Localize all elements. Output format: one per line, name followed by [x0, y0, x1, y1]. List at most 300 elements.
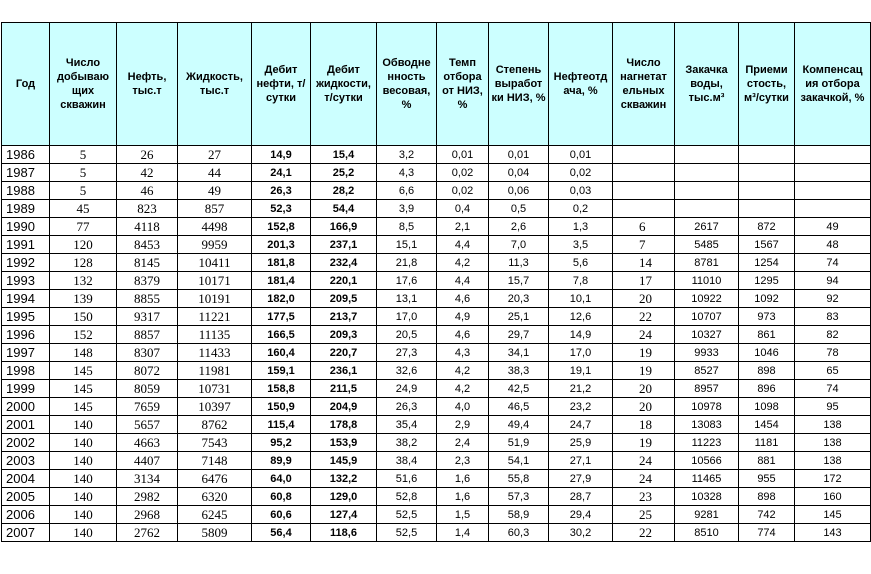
- injectivity-cell: 881: [739, 452, 795, 470]
- producing-wells-cell: 140: [50, 488, 117, 506]
- water-cut-cell: 32,6: [377, 362, 437, 380]
- year-cell: 1987: [2, 164, 50, 182]
- producing-wells-cell: 140: [50, 434, 117, 452]
- recovery-rate-cell: 4,0: [437, 398, 489, 416]
- water-cut-cell: 17,6: [377, 272, 437, 290]
- recovery-factor-cell: 27,9: [549, 470, 613, 488]
- recovery-rate-cell: 2,1: [437, 218, 489, 236]
- recovery-rate-cell: 1,4: [437, 524, 489, 542]
- producing-wells-cell: 45: [50, 200, 117, 218]
- water-injection-cell: [675, 146, 739, 164]
- compensation-cell: 78: [795, 344, 871, 362]
- oil-cell: 7659: [117, 398, 178, 416]
- recovery-factor-cell: 0,01: [549, 146, 613, 164]
- oil-rate-cell: 166,5: [252, 326, 311, 344]
- recovery-rate-cell: 2,4: [437, 434, 489, 452]
- recovery-factor-cell: 14,9: [549, 326, 613, 344]
- liquid-cell: 4498: [178, 218, 252, 236]
- water-cut-cell: 51,6: [377, 470, 437, 488]
- liquid-rate-cell: 15,4: [311, 146, 377, 164]
- liquid-rate-cell: 213,7: [311, 308, 377, 326]
- year-cell: 1998: [2, 362, 50, 380]
- producing-wells-cell: 145: [50, 398, 117, 416]
- water-cut-cell: 38,2: [377, 434, 437, 452]
- injection-wells-cell: 17: [613, 272, 675, 290]
- depletion-cell: 34,1: [489, 344, 549, 362]
- oil-cell: 2982: [117, 488, 178, 506]
- injection-wells-cell: 20: [613, 398, 675, 416]
- oil-rate-cell: 95,2: [252, 434, 311, 452]
- producing-wells-cell: 5: [50, 164, 117, 182]
- producing-wells-cell: 120: [50, 236, 117, 254]
- year-cell: 2004: [2, 470, 50, 488]
- depletion-cell: 11,3: [489, 254, 549, 272]
- liquid-cell: 7148: [178, 452, 252, 470]
- recovery-factor-cell: 0,2: [549, 200, 613, 218]
- water-injection-cell: 9933: [675, 344, 739, 362]
- year-cell: 2003: [2, 452, 50, 470]
- liquid-rate-cell: 25,2: [311, 164, 377, 182]
- recovery-rate-cell: 1,5: [437, 506, 489, 524]
- liquid-rate-cell: 153,9: [311, 434, 377, 452]
- header-recovery-factor: Нефтеотд ача, %: [549, 23, 613, 146]
- depletion-cell: 20,3: [489, 290, 549, 308]
- injectivity-cell: 1092: [739, 290, 795, 308]
- liquid-rate-cell: 166,9: [311, 218, 377, 236]
- injectivity-cell: 1046: [739, 344, 795, 362]
- water-cut-cell: 3,9: [377, 200, 437, 218]
- oil-rate-cell: 150,9: [252, 398, 311, 416]
- water-cut-cell: 38,4: [377, 452, 437, 470]
- recovery-factor-cell: 0,02: [549, 164, 613, 182]
- producing-wells-cell: 5: [50, 182, 117, 200]
- oil-rate-cell: 158,8: [252, 380, 311, 398]
- water-injection-cell: [675, 164, 739, 182]
- recovery-rate-cell: 2,9: [437, 416, 489, 434]
- oil-rate-cell: 177,5: [252, 308, 311, 326]
- table-row: [2, 146, 871, 164]
- liquid-cell: 9959: [178, 236, 252, 254]
- oil-rate-cell: 24,1: [252, 164, 311, 182]
- injectivity-cell: 973: [739, 308, 795, 326]
- liquid-cell: 6476: [178, 470, 252, 488]
- depletion-cell: 55,8: [489, 470, 549, 488]
- water-cut-cell: 20,5: [377, 326, 437, 344]
- depletion-cell: 60,3: [489, 524, 549, 542]
- water-injection-cell: 8957: [675, 380, 739, 398]
- water-injection-cell: 11010: [675, 272, 739, 290]
- recovery-rate-cell: 4,2: [437, 380, 489, 398]
- oil-cell: 8145: [117, 254, 178, 272]
- oil-cell: 4407: [117, 452, 178, 470]
- table-row: [2, 236, 871, 254]
- water-cut-cell: 15,1: [377, 236, 437, 254]
- liquid-cell: 11135: [178, 326, 252, 344]
- oil-rate-cell: 64,0: [252, 470, 311, 488]
- depletion-cell: 25,1: [489, 308, 549, 326]
- injectivity-cell: 742: [739, 506, 795, 524]
- water-cut-cell: 17,0: [377, 308, 437, 326]
- table-row: [2, 200, 871, 218]
- injection-wells-cell: 19: [613, 362, 675, 380]
- injection-wells-cell: [613, 146, 675, 164]
- injection-wells-cell: 19: [613, 344, 675, 362]
- oil-cell: 4118: [117, 218, 178, 236]
- compensation-cell: 138: [795, 434, 871, 452]
- recovery-rate-cell: 4,4: [437, 236, 489, 254]
- injectivity-cell: [739, 200, 795, 218]
- recovery-factor-cell: 17,0: [549, 344, 613, 362]
- injectivity-cell: [739, 164, 795, 182]
- year-cell: 1989: [2, 200, 50, 218]
- liquid-cell: 10731: [178, 380, 252, 398]
- table-row: [2, 452, 871, 470]
- depletion-cell: 49,4: [489, 416, 549, 434]
- recovery-rate-cell: 1,6: [437, 488, 489, 506]
- water-cut-cell: 3,2: [377, 146, 437, 164]
- compensation-cell: 48: [795, 236, 871, 254]
- year-cell: 2002: [2, 434, 50, 452]
- table-row: [2, 254, 871, 272]
- table-row: [2, 218, 871, 236]
- year-cell: 1993: [2, 272, 50, 290]
- depletion-cell: 38,3: [489, 362, 549, 380]
- injectivity-cell: [739, 182, 795, 200]
- liquid-rate-cell: 220,1: [311, 272, 377, 290]
- producing-wells-cell: 140: [50, 524, 117, 542]
- injection-wells-cell: 24: [613, 326, 675, 344]
- water-injection-cell: 13083: [675, 416, 739, 434]
- table-row: [2, 362, 871, 380]
- water-injection-cell: 10327: [675, 326, 739, 344]
- injectivity-cell: 898: [739, 362, 795, 380]
- injection-wells-cell: 22: [613, 524, 675, 542]
- water-injection-cell: [675, 200, 739, 218]
- water-cut-cell: 4,3: [377, 164, 437, 182]
- producing-wells-cell: 5: [50, 146, 117, 164]
- recovery-factor-cell: 23,2: [549, 398, 613, 416]
- injectivity-cell: 1295: [739, 272, 795, 290]
- header-liquid: Жидкость, тыс.т: [178, 23, 252, 146]
- compensation-cell: 83: [795, 308, 871, 326]
- injectivity-cell: 1454: [739, 416, 795, 434]
- recovery-factor-cell: 29,4: [549, 506, 613, 524]
- liquid-rate-cell: 220,7: [311, 344, 377, 362]
- liquid-rate-cell: 118,6: [311, 524, 377, 542]
- compensation-cell: 94: [795, 272, 871, 290]
- liquid-cell: 11981: [178, 362, 252, 380]
- liquid-cell: 6320: [178, 488, 252, 506]
- oil-rate-cell: 181,8: [252, 254, 311, 272]
- water-injection-cell: 10978: [675, 398, 739, 416]
- compensation-cell: 145: [795, 506, 871, 524]
- oil-cell: 8453: [117, 236, 178, 254]
- header-water-injection: Закачка воды, тыс.м³: [675, 23, 739, 146]
- producing-wells-cell: 77: [50, 218, 117, 236]
- compensation-cell: 172: [795, 470, 871, 488]
- depletion-cell: 29,7: [489, 326, 549, 344]
- producing-wells-cell: 145: [50, 362, 117, 380]
- oil-rate-cell: 60,6: [252, 506, 311, 524]
- recovery-rate-cell: 0,02: [437, 164, 489, 182]
- injection-wells-cell: 18: [613, 416, 675, 434]
- year-cell: 2001: [2, 416, 50, 434]
- injection-wells-cell: [613, 164, 675, 182]
- water-injection-cell: 11465: [675, 470, 739, 488]
- water-cut-cell: 8,5: [377, 218, 437, 236]
- table-body: [2, 146, 871, 542]
- header-year: Год: [2, 23, 50, 146]
- recovery-factor-cell: 10,1: [549, 290, 613, 308]
- liquid-rate-cell: 237,1: [311, 236, 377, 254]
- compensation-cell: 92: [795, 290, 871, 308]
- depletion-cell: 57,3: [489, 488, 549, 506]
- table-row: [2, 290, 871, 308]
- oil-rate-cell: 159,1: [252, 362, 311, 380]
- oil-cell: 8307: [117, 344, 178, 362]
- injection-wells-cell: 6: [613, 218, 675, 236]
- injectivity-cell: 861: [739, 326, 795, 344]
- year-cell: 1995: [2, 308, 50, 326]
- header-recovery-rate: Темп отбора от НИЗ, %: [437, 23, 489, 146]
- producing-wells-cell: 139: [50, 290, 117, 308]
- table-row: [2, 470, 871, 488]
- depletion-cell: 0,06: [489, 182, 549, 200]
- header-producing-wells: Число добываю щих скважин: [50, 23, 117, 146]
- compensation-cell: 49: [795, 218, 871, 236]
- year-cell: 1999: [2, 380, 50, 398]
- oil-rate-cell: 26,3: [252, 182, 311, 200]
- water-cut-cell: 27,3: [377, 344, 437, 362]
- oil-rate-cell: 160,4: [252, 344, 311, 362]
- oil-cell: 3134: [117, 470, 178, 488]
- table-row: [2, 308, 871, 326]
- header-oil-rate: Дебит нефти, т/сутки: [252, 23, 311, 146]
- header-water-cut: Обводне нность весовая, %: [377, 23, 437, 146]
- recovery-rate-cell: 4,2: [437, 362, 489, 380]
- table-row: [2, 164, 871, 182]
- oil-cell: 2968: [117, 506, 178, 524]
- year-cell: 1990: [2, 218, 50, 236]
- year-cell: 1986: [2, 146, 50, 164]
- oil-rate-cell: 89,9: [252, 452, 311, 470]
- oil-rate-cell: 182,0: [252, 290, 311, 308]
- liquid-cell: 10411: [178, 254, 252, 272]
- table-row: [2, 434, 871, 452]
- liquid-rate-cell: 54,4: [311, 200, 377, 218]
- injectivity-cell: 774: [739, 524, 795, 542]
- compensation-cell: [795, 182, 871, 200]
- liquid-rate-cell: 178,8: [311, 416, 377, 434]
- liquid-cell: 5809: [178, 524, 252, 542]
- liquid-rate-cell: 129,0: [311, 488, 377, 506]
- production-table: [1, 22, 871, 542]
- injection-wells-cell: 24: [613, 470, 675, 488]
- recovery-factor-cell: 30,2: [549, 524, 613, 542]
- table-row: [2, 506, 871, 524]
- depletion-cell: 46,5: [489, 398, 549, 416]
- year-cell: 1988: [2, 182, 50, 200]
- table-row: [2, 380, 871, 398]
- liquid-rate-cell: 28,2: [311, 182, 377, 200]
- injection-wells-cell: 7: [613, 236, 675, 254]
- liquid-cell: 10191: [178, 290, 252, 308]
- water-cut-cell: 6,6: [377, 182, 437, 200]
- oil-cell: 4663: [117, 434, 178, 452]
- injectivity-cell: 955: [739, 470, 795, 488]
- table-row: [2, 182, 871, 200]
- injection-wells-cell: 19: [613, 434, 675, 452]
- oil-cell: 8857: [117, 326, 178, 344]
- recovery-rate-cell: 4,6: [437, 326, 489, 344]
- water-cut-cell: 52,5: [377, 524, 437, 542]
- recovery-rate-cell: 4,3: [437, 344, 489, 362]
- producing-wells-cell: 145: [50, 380, 117, 398]
- header-injection-wells: Число нагнетат ельных скважин: [613, 23, 675, 146]
- recovery-rate-cell: 4,4: [437, 272, 489, 290]
- water-injection-cell: 10566: [675, 452, 739, 470]
- year-cell: 2000: [2, 398, 50, 416]
- injectivity-cell: 1254: [739, 254, 795, 272]
- header-injectivity: Приеми стость, м³/сутки: [739, 23, 795, 146]
- oil-cell: 8059: [117, 380, 178, 398]
- injectivity-cell: [739, 146, 795, 164]
- injectivity-cell: 898: [739, 488, 795, 506]
- recovery-factor-cell: 21,2: [549, 380, 613, 398]
- recovery-rate-cell: 2,3: [437, 452, 489, 470]
- injection-wells-cell: 25: [613, 506, 675, 524]
- depletion-cell: 58,9: [489, 506, 549, 524]
- depletion-cell: 0,01: [489, 146, 549, 164]
- liquid-cell: 49: [178, 182, 252, 200]
- producing-wells-cell: 140: [50, 452, 117, 470]
- water-injection-cell: 10922: [675, 290, 739, 308]
- header-compensation: Компенсац ия отбора закачкой, %: [795, 23, 871, 146]
- water-injection-cell: 11223: [675, 434, 739, 452]
- oil-rate-cell: 201,3: [252, 236, 311, 254]
- table-row: [2, 344, 871, 362]
- depletion-cell: 15,7: [489, 272, 549, 290]
- recovery-rate-cell: 4,2: [437, 254, 489, 272]
- liquid-rate-cell: 145,9: [311, 452, 377, 470]
- producing-wells-cell: 152: [50, 326, 117, 344]
- recovery-factor-cell: 25,9: [549, 434, 613, 452]
- producing-wells-cell: 128: [50, 254, 117, 272]
- recovery-rate-cell: 4,9: [437, 308, 489, 326]
- year-cell: 1996: [2, 326, 50, 344]
- liquid-rate-cell: 132,2: [311, 470, 377, 488]
- table-row: [2, 416, 871, 434]
- injection-wells-cell: 20: [613, 380, 675, 398]
- depletion-cell: 7,0: [489, 236, 549, 254]
- liquid-cell: 44: [178, 164, 252, 182]
- liquid-rate-cell: 209,5: [311, 290, 377, 308]
- recovery-rate-cell: 1,6: [437, 470, 489, 488]
- water-cut-cell: 52,5: [377, 506, 437, 524]
- compensation-cell: 138: [795, 452, 871, 470]
- oil-cell: 5657: [117, 416, 178, 434]
- oil-cell: 26: [117, 146, 178, 164]
- year-cell: 1992: [2, 254, 50, 272]
- water-injection-cell: 8510: [675, 524, 739, 542]
- oil-cell: 823: [117, 200, 178, 218]
- oil-rate-cell: 14,9: [252, 146, 311, 164]
- oil-rate-cell: 56,4: [252, 524, 311, 542]
- table-row: [2, 326, 871, 344]
- recovery-rate-cell: 4,6: [437, 290, 489, 308]
- injection-wells-cell: 24: [613, 452, 675, 470]
- header-oil: Нефть, тыс.т: [117, 23, 178, 146]
- year-cell: 1994: [2, 290, 50, 308]
- oil-cell: 46: [117, 182, 178, 200]
- water-cut-cell: 35,4: [377, 416, 437, 434]
- recovery-factor-cell: 3,5: [549, 236, 613, 254]
- water-cut-cell: 13,1: [377, 290, 437, 308]
- injection-wells-cell: 20: [613, 290, 675, 308]
- recovery-factor-cell: 1,3: [549, 218, 613, 236]
- water-injection-cell: 2617: [675, 218, 739, 236]
- injection-wells-cell: 22: [613, 308, 675, 326]
- injectivity-cell: 1098: [739, 398, 795, 416]
- recovery-factor-cell: 7,8: [549, 272, 613, 290]
- compensation-cell: [795, 146, 871, 164]
- recovery-rate-cell: 0,01: [437, 146, 489, 164]
- recovery-factor-cell: 19,1: [549, 362, 613, 380]
- liquid-cell: 11433: [178, 344, 252, 362]
- liquid-cell: 7543: [178, 434, 252, 452]
- water-injection-cell: [675, 182, 739, 200]
- water-injection-cell: 8781: [675, 254, 739, 272]
- depletion-cell: 2,6: [489, 218, 549, 236]
- compensation-cell: 74: [795, 254, 871, 272]
- water-cut-cell: 52,8: [377, 488, 437, 506]
- table-row: [2, 488, 871, 506]
- depletion-cell: 42,5: [489, 380, 549, 398]
- year-cell: 2006: [2, 506, 50, 524]
- injectivity-cell: 896: [739, 380, 795, 398]
- injectivity-cell: 872: [739, 218, 795, 236]
- liquid-cell: 11221: [178, 308, 252, 326]
- liquid-cell: 10171: [178, 272, 252, 290]
- injectivity-cell: 1567: [739, 236, 795, 254]
- oil-cell: 2762: [117, 524, 178, 542]
- compensation-cell: [795, 164, 871, 182]
- oil-cell: 8379: [117, 272, 178, 290]
- compensation-cell: [795, 200, 871, 218]
- compensation-cell: 138: [795, 416, 871, 434]
- liquid-rate-cell: 211,5: [311, 380, 377, 398]
- producing-wells-cell: 140: [50, 416, 117, 434]
- recovery-rate-cell: 0,4: [437, 200, 489, 218]
- producing-wells-cell: 150: [50, 308, 117, 326]
- water-injection-cell: 10707: [675, 308, 739, 326]
- year-cell: 2005: [2, 488, 50, 506]
- injection-wells-cell: [613, 182, 675, 200]
- year-cell: 2007: [2, 524, 50, 542]
- recovery-rate-cell: 0,02: [437, 182, 489, 200]
- liquid-rate-cell: 204,9: [311, 398, 377, 416]
- water-cut-cell: 24,9: [377, 380, 437, 398]
- oil-rate-cell: 60,8: [252, 488, 311, 506]
- header-liquid-rate: Дебит жидкости, т/сутки: [311, 23, 377, 146]
- injectivity-cell: 1181: [739, 434, 795, 452]
- injection-wells-cell: 14: [613, 254, 675, 272]
- liquid-rate-cell: 209,3: [311, 326, 377, 344]
- liquid-rate-cell: 127,4: [311, 506, 377, 524]
- liquid-cell: 857: [178, 200, 252, 218]
- oil-rate-cell: 181,4: [252, 272, 311, 290]
- compensation-cell: 160: [795, 488, 871, 506]
